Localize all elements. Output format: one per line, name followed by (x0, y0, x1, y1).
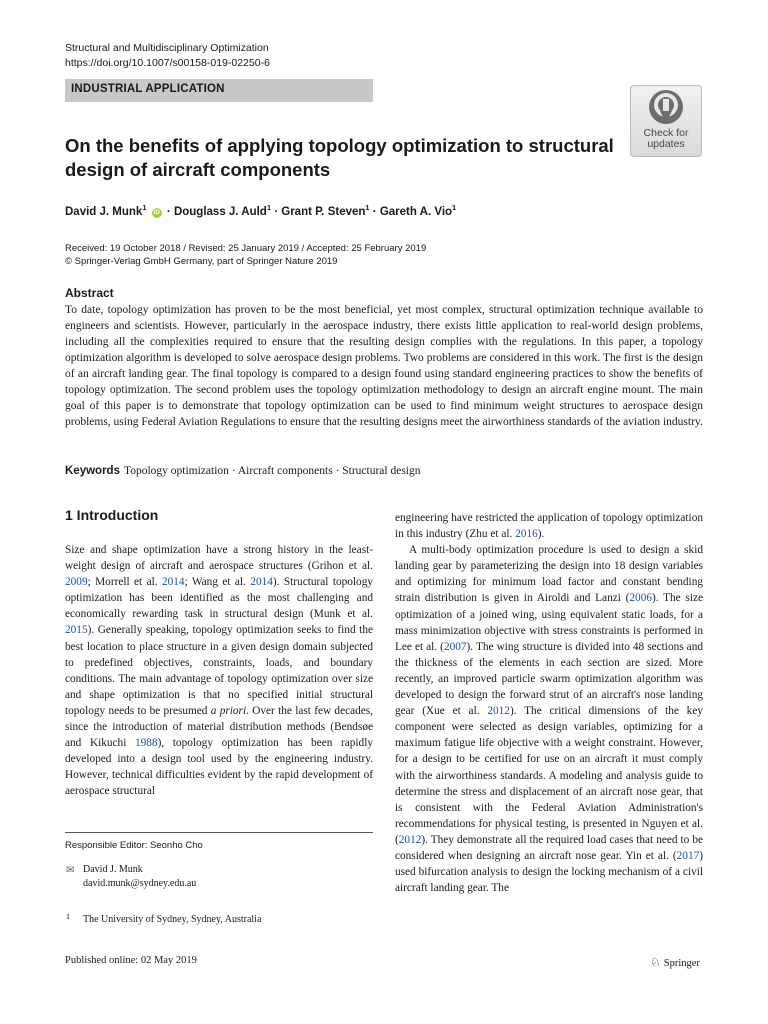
abstract-heading: Abstract (65, 286, 114, 300)
body-text: engineering have restricted the application of topology optimization in this industry (Zhu et al. (395, 512, 703, 541)
body-text: ; Wang et al. (184, 576, 251, 589)
published-date: Published online: 02 May 2019 (65, 955, 197, 966)
check-for-updates-badge[interactable] (630, 85, 702, 157)
author-separator: · (372, 205, 377, 218)
citation-link[interactable]: 2012 (487, 705, 510, 718)
contact-name: David J. Munk (83, 864, 143, 875)
body-text: Size and shape optimization have a strong history in the least-weight design of aircraft and aerospace structures (Grihon et al. (65, 544, 373, 573)
body-text: ). They demonstrate all the required load cases that need to be considered when designing an aircraft nose gear. Yin et al. ( (395, 833, 703, 862)
affiliation-text: The University of Sydney, Sydney, Australia (83, 914, 262, 925)
body-text: ), topology optimization has been rapidly developed into a design tool used by the engineering industry. However, technical difficulties evident by the rapid development of aerospace structural (65, 737, 373, 798)
body-text: ). The size optimization of a joined wing, using equivalent static loads, for a mass minimization objective with stress constraints is performed in Lee et al. ( (395, 592, 703, 653)
author-affiliation: 1 (452, 203, 457, 212)
badge-line-1: Check for (643, 127, 689, 139)
author-affiliation: 1 (266, 203, 271, 212)
paragraph (395, 510, 703, 542)
body-text: ; Morrell et al. (87, 576, 162, 589)
publisher-name: Springer (663, 958, 700, 969)
paper-title: On the benefits of applying topology optimization to structural design of aircraft components (65, 135, 614, 180)
citation-link[interactable]: 1988 (134, 737, 158, 750)
affiliation-number: 1 (66, 912, 70, 921)
keywords (65, 465, 421, 477)
citation-link[interactable]: 2006 (629, 592, 652, 605)
author-affiliation: 1 (142, 203, 147, 212)
keywords-label: Keywords (65, 465, 120, 477)
author-list (65, 203, 456, 218)
article-dates (65, 242, 426, 268)
author-separator: · (166, 205, 171, 218)
citation-link[interactable]: 2017 (676, 849, 700, 862)
author-name[interactable]: Grant P. Steven (281, 205, 366, 218)
contact-email[interactable]: david.munk@sydney.edu.au (83, 878, 197, 889)
author-affiliation: 1 (365, 203, 370, 212)
history-dates: Received: 19 October 2018 / Revised: 25 January 2019 / Accepted: 25 February 2019 (65, 243, 427, 254)
citation-link[interactable]: 2014 (250, 576, 273, 589)
author-name[interactable]: Gareth A. Vio (379, 205, 453, 218)
publisher-logo (650, 955, 700, 970)
citation-link[interactable]: 2014 (161, 576, 185, 589)
citation-link[interactable]: 2007 (443, 640, 467, 653)
body-text: ). Structural topology optimization has been identified as the most challenging and economically rewarding task in structural design (Munk et al. (65, 576, 373, 621)
body-text: ). (537, 528, 545, 541)
section-label: INDUSTRIAL APPLICATION (71, 83, 225, 95)
paragraph (395, 542, 703, 896)
keywords-text: Topology optimization · Aircraft components · Structural design (123, 465, 421, 477)
check-updates-icon (630, 85, 702, 129)
body-text: ). The critical dimensions of the key component were selected as design variables, optimizing for a maximum fatigue life objective with a weight constraint. However, for a design to be certified for use on an aircraft it must comply with the airworthiness standards. A modeling and analysis guide to determine the stress and displacement of an aircraft nose gear, that is consistent with the Federal Aviation Administration's recommendations for physical testing, is presented in Nguyen et al. ( (395, 705, 703, 846)
intro-left-column (65, 542, 373, 800)
copyright: © Springer-Verlag GmbH Germany, part of Springer Nature 2019 (65, 256, 338, 267)
body-text: ). Generally speaking, topology optimization seeks to find the best location to place structure in a given design domain subjected to predefined objectives, constraints, loads, and boundary conditions. The main advantage of topology optimization over size and shape optimization is that no specified initial structural topology needs to be presumed (65, 624, 373, 717)
citation-link[interactable]: 2012 (398, 833, 422, 846)
journal-header (65, 41, 270, 71)
body-text: ). The wing structure is divided into 48 sections and the thickness of the elements in each section are sized. More recently, an improved particle swarm optimization algorithm was developed to design the forward strut of an aircraft's nose landing gear (Xue et al. (395, 640, 703, 718)
springer-horse-icon: ♘ (650, 955, 661, 969)
author-separator: · (274, 205, 279, 218)
badge-line-2: updates (647, 138, 685, 150)
journal-name: Structural and Multidisciplinary Optimization (65, 42, 269, 54)
abstract-text: To date, topology optimization has proven to be the most beneficial, yet most complex, structural optimization technique available to engineers and scientists. However, particularly in the aerospace industry, there exists little application to real-world design problems, including all the complexities required to ensure that the resulting design complies with the regulations. In this paper, a topology optimization algorithm is developed to solve aerospace design problems. Two problems are considered in this work. The first is the design of an aircraft landing gear. The final topology is compared to a design found using standard engineering practices to show the benefits of topology optimization. The second problem uses the topology optimization methodology to design an aircraft engine mount. The main goal of this paper is to demonstrate that topology optimization can be used to find minimum weight structures to aerospace design problems, using Federal Aviation Regulations to ensure that the resulting designs meet the airworthiness standards of the aviation industry. (65, 304, 703, 428)
citation-link[interactable]: 2015 (65, 624, 88, 637)
mail-icon: ✉ (66, 865, 75, 876)
responsible-editor: Responsible Editor: Seonho Cho (65, 840, 203, 851)
footnote-divider (65, 832, 373, 833)
body-text: . Over the last few decades, since the introduction of material distribution methods (Bendsøe and Kikuchi (65, 704, 373, 750)
body-text: A multi-body optimization procedure is used to design a skid landing gear by parameterizing the design into 18 design variables and optimizing for minimum load factor and constant bending strain distribution is given in Airoldi and Lanzi ( (395, 544, 703, 605)
orcid-icon[interactable]: iD (153, 208, 160, 216)
citation-link[interactable]: 2016 (515, 528, 538, 541)
doi-link[interactable]: https://doi.org/10.1007/s00158-019-02250-6 (65, 57, 270, 69)
author-name[interactable]: Douglass J. Auld (173, 205, 267, 218)
section-label-bar (65, 79, 373, 102)
citation-link[interactable]: 2009 (65, 576, 88, 589)
author-name[interactable]: David J. Munk (65, 205, 143, 218)
intro-right-column (395, 510, 703, 896)
section-heading-introduction: 1 Introduction (65, 507, 159, 523)
corresponding-author (83, 863, 196, 891)
body-text: ) used bifurcation analysis to design the locking mechanism of a civil aircraft landing gear. The (395, 849, 703, 895)
emphasis-text: a priori (210, 704, 247, 717)
